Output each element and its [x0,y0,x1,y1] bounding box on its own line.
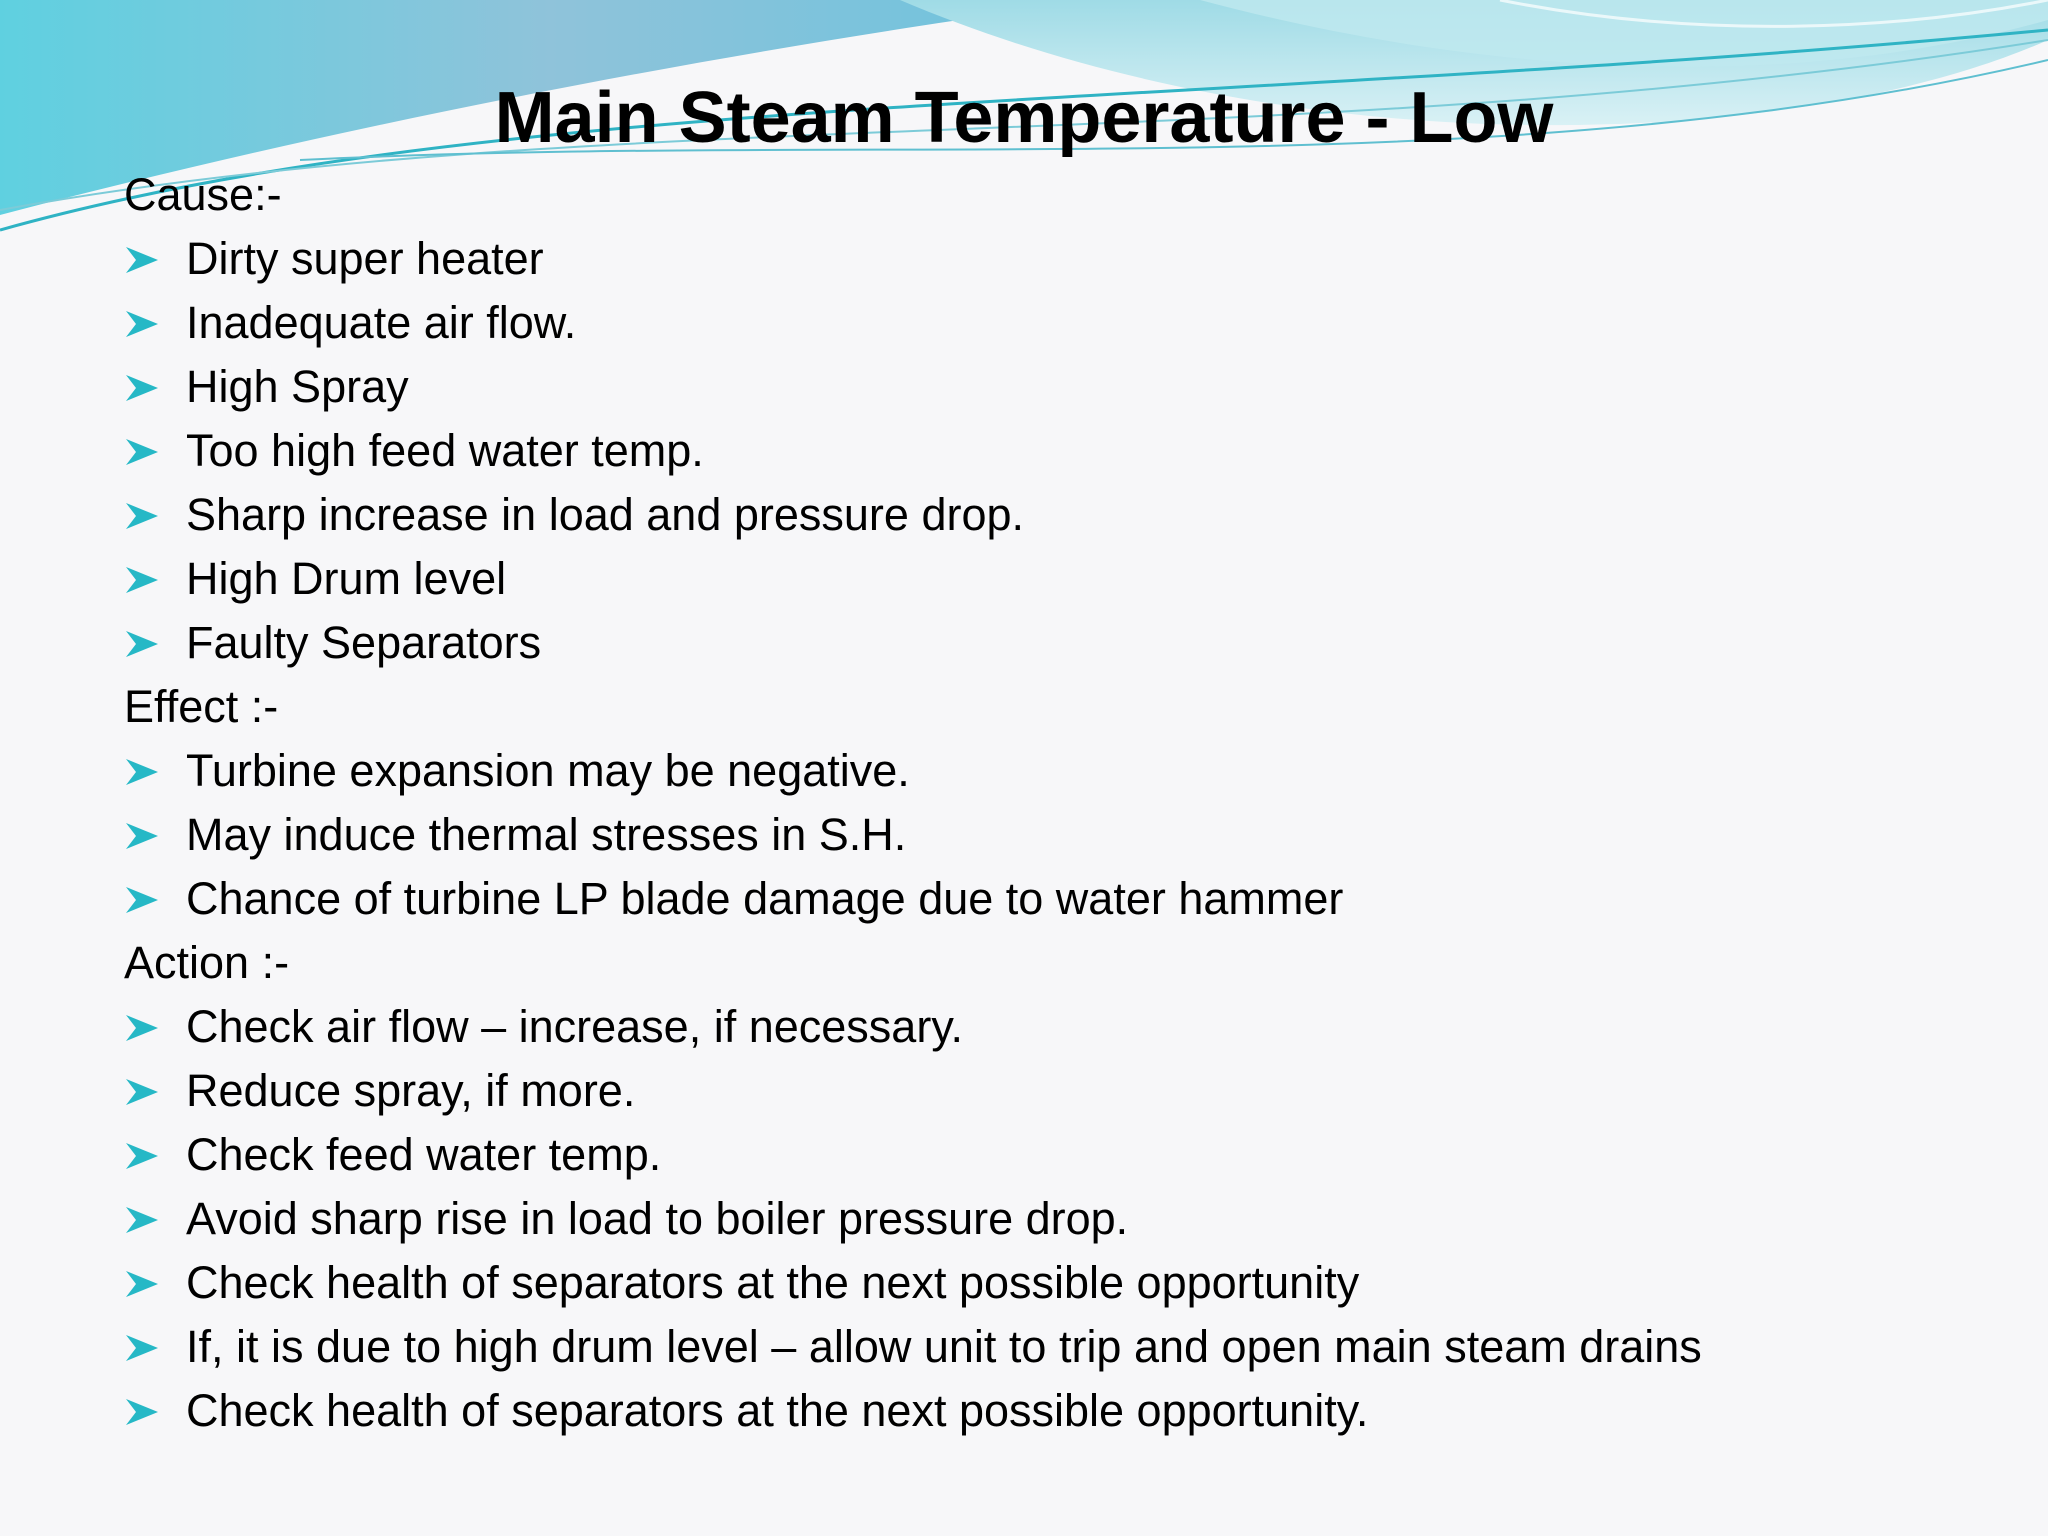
bullet-text: Sharp increase in load and pressure drop. [186,489,1025,540]
bullet-text: Turbine expansion may be negative. [186,745,910,796]
bullet-item [124,227,2004,291]
bullet-item [124,1251,2004,1315]
arrow-bullet-icon [126,1143,158,1169]
bullet-text: Check air flow – increase, if necessary. [186,1001,963,1052]
arrow-bullet-icon [126,375,158,401]
arrow-bullet-icon [126,1335,158,1361]
bullet-text: Chance of turbine LP blade damage due to water hammer [186,873,1344,924]
arrow-bullet-icon [126,887,158,913]
bullet-text: Dirty super heater [186,233,544,284]
arrow-bullet-icon [126,1271,158,1297]
bullet-text: May induce thermal stresses in S.H. [186,809,907,860]
bullet-item [124,1379,2004,1443]
bullet-text: High Drum level [186,553,507,604]
bullet-text: Faulty Separators [186,617,542,668]
bullet-item [124,483,2004,547]
bullet-text: Check health of separators at the next possible opportunity. [186,1385,1369,1436]
arrow-bullet-icon [126,759,158,785]
bullet-item [124,803,2004,867]
arrow-bullet-icon [126,503,158,529]
section-heading-action: Action :- [124,937,290,988]
bullet-text: Avoid sharp rise in load to boiler pressure drop. [186,1193,1129,1244]
bullet-item [124,291,2004,355]
bullet-item [124,1123,2004,1187]
slide-title: Main Steam Temperature - Low [494,78,1554,158]
arrow-bullet-icon [126,823,158,849]
bullet-item [124,739,2004,803]
section-heading-effect: Effect :- [124,681,279,732]
arrow-bullet-icon [126,311,158,337]
bullet-text: High Spray [186,361,409,412]
bullet-text: Check health of separators at the next possible opportunity [186,1257,1360,1308]
bullet-text: Inadequate air flow. [186,297,577,348]
slide-content [124,163,2004,1443]
bullet-item [124,611,2004,675]
arrow-bullet-icon [126,631,158,657]
bullet-text: Reduce spray, if more. [186,1065,636,1116]
arrow-bullet-icon [126,439,158,465]
bullet-text: Too high feed water temp. [186,425,704,476]
arrow-bullet-icon [126,247,158,273]
arrow-bullet-icon [126,567,158,593]
bullet-item [124,1187,2004,1251]
bullet-item [124,547,2004,611]
bullet-item [124,867,2004,931]
arrow-bullet-icon [126,1207,158,1233]
arrow-bullet-icon [126,1399,158,1425]
bullet-item [124,995,2004,1059]
bullet-item [124,355,2004,419]
arrow-bullet-icon [126,1015,158,1041]
bullet-item [124,1315,2004,1379]
bullet-item [124,1059,2004,1123]
arrow-bullet-icon [126,1079,158,1105]
bullet-item [124,419,2004,483]
section-heading-cause: Cause:- [124,169,282,220]
bullet-text: If, it is due to high drum level – allow unit to trip and open main steam drains [186,1321,1702,1372]
bullet-text: Check feed water temp. [186,1129,662,1180]
